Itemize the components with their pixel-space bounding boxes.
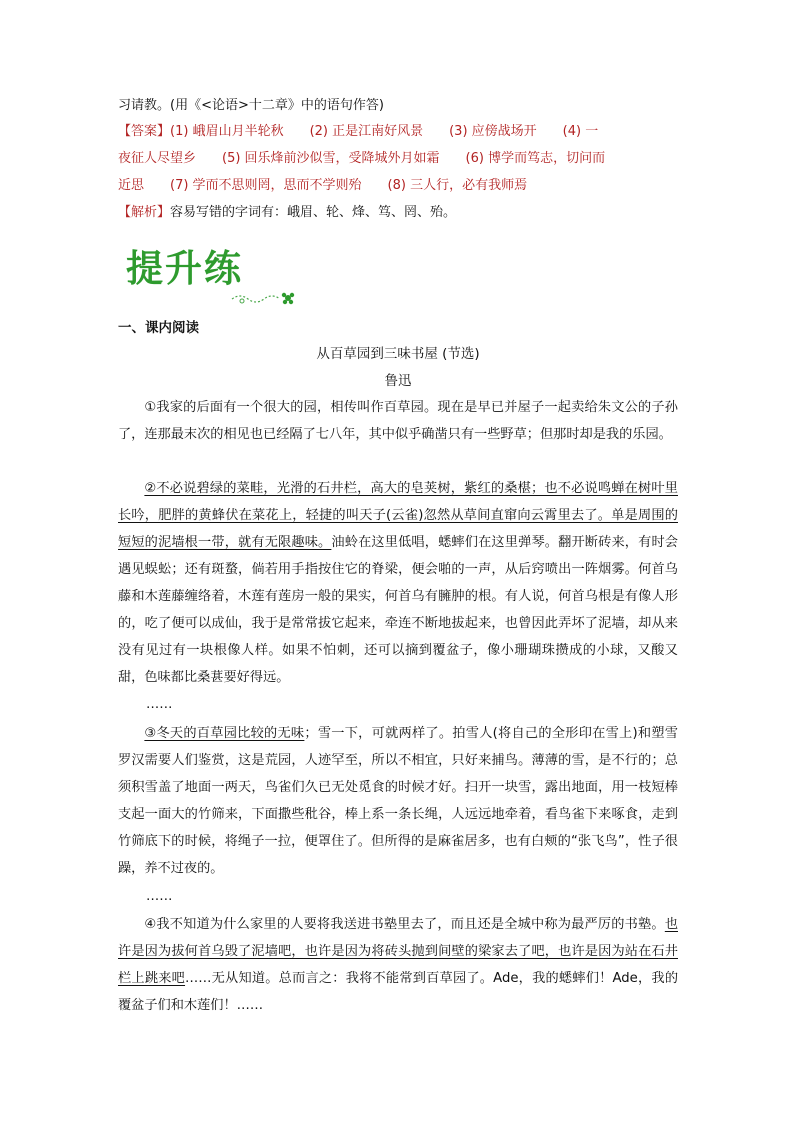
paragraph-3-rest: ；雪一下，可就两样了。拍雪人(将自己的全形印在雪上)和塑雪罗汉需要人们鉴赏，这是荒园，人迹罕至，所以不相宜，只好来捕鸟。薄薄的雪，是不行的；总须积雪盖了地面一两天，鸟雀们久已无处觅食的时候才好。扫开一块雪，露出地面，用一枝短棒支起一面大的竹筛来，下面撒些秕谷，棒上系一条长绳，人远远地牵着，看鸟雀下来啄食，走到竹筛底下的时候，将绳子一拉，便罩住了。但所得的是麻雀居多，也有白颊的“张飞鸟”，性子很躁，养不过夜的。 [118, 726, 678, 876]
answer-line-3: 近思 (7) 学而不思则罔，思而不学则殆 (8) 三人行，必有我师焉 [118, 178, 528, 193]
paragraph-2-underlined: ②不必说碧绿的菜畦，光滑的石井栏，高大的皂荚树，紫红的桑椹；也不必说鸣蝉在树叶里长吟，肥胖的黄蜂伏在菜花上，轻捷的叫天子(云雀)忽然从草间直窜向云霄里去了。单是周围的短短的泥墙根一带，就有无限趣味。 [118, 481, 678, 550]
paragraph-3 [118, 720, 678, 882]
paragraph-4-underlined: 也许是因为拔何首乌毁了泥墙吧，也许是因为将砖头抛到间壁的梁家去了吧，也许是因为站在石井栏上跳来吧 [118, 917, 678, 986]
article-author: 鲁迅 [384, 373, 412, 389]
analysis-line [118, 203, 456, 223]
paragraph-4 [118, 911, 678, 1019]
section-heading: 一、课内阅读 [118, 320, 199, 336]
paragraph-4-rest: ……无从知道。总而言之：我将不能常到百草园了。Ade，我的蟋蟀们！Ade，我的覆盆子们和木莲们！…… [118, 971, 679, 1013]
paragraph-2 [118, 475, 678, 691]
paragraph-1: ①我家的后面有一个很大的园，相传叫作百草园。现在是早已并屋子一起卖给朱文公的子孙了，连那最末次的相见也已经隔了七八年，其中似乎确凿只有一些野草；但那时却是我的乐园。 [118, 400, 678, 442]
ellipsis-1: …… [146, 697, 173, 712]
paragraph-3-underlined: ③冬天的百草园比较的无味 [144, 726, 305, 741]
answer-tag: 【答案】 [118, 124, 171, 139]
banner-title: 提升练 [126, 247, 243, 290]
answer-line-2: 夜征人尽望乡 (5) 回乐烽前沙似雪，受降城外月如霜 (6) 博学而笃志，切问而 [118, 151, 606, 166]
article-title: 从百草园到三味书屋 (节选) [316, 346, 480, 362]
question-tail: 习请教。(用《<论语>十二章》中的语句作答) [118, 98, 384, 113]
answer-text-1: (1) 峨眉山月半轮秋 (2) 正是江南好风景 (3) 应傍战场开 (4) 一 [170, 124, 599, 139]
analysis-text: 容易写错的字词有：峨眉、轮、烽、笃、罔、殆。 [170, 205, 457, 220]
paragraph-4-start: ④我不知道为什么家里的人要将我送进书塾里去了，而且还是全城中称为最严厉的书塾。 [144, 917, 665, 932]
analysis-tag: 【解析】 [118, 205, 171, 220]
decorative-vine-icon [230, 291, 300, 307]
paragraph-2-rest: 油蛉在这里低唱，蟋蟀们在这里弹琴。翻开断砖来，有时会遇见蜈蚣；还有斑蝥，倘若用手指按住它的脊梁，便会啪的一声，从后窍喷出一阵烟雾。何首乌藤和木莲藤缠络着，木莲有莲房一般的果实，何首乌有臃肿的根。有人说，何首乌根是有像人形的，吃了便可以成仙，我于是常常拔它起来，牵连不断地拔起来，也曾因此弄坏了泥墙，却从来没有见过有一块根像人样。如果不怕刺，还可以摘到覆盆子，像小珊瑚珠攒成的小球，又酸又甜，色味都比桑葚要好得远。 [118, 535, 678, 685]
answer-line-1 [118, 122, 598, 142]
ellipsis-2: …… [146, 889, 173, 904]
